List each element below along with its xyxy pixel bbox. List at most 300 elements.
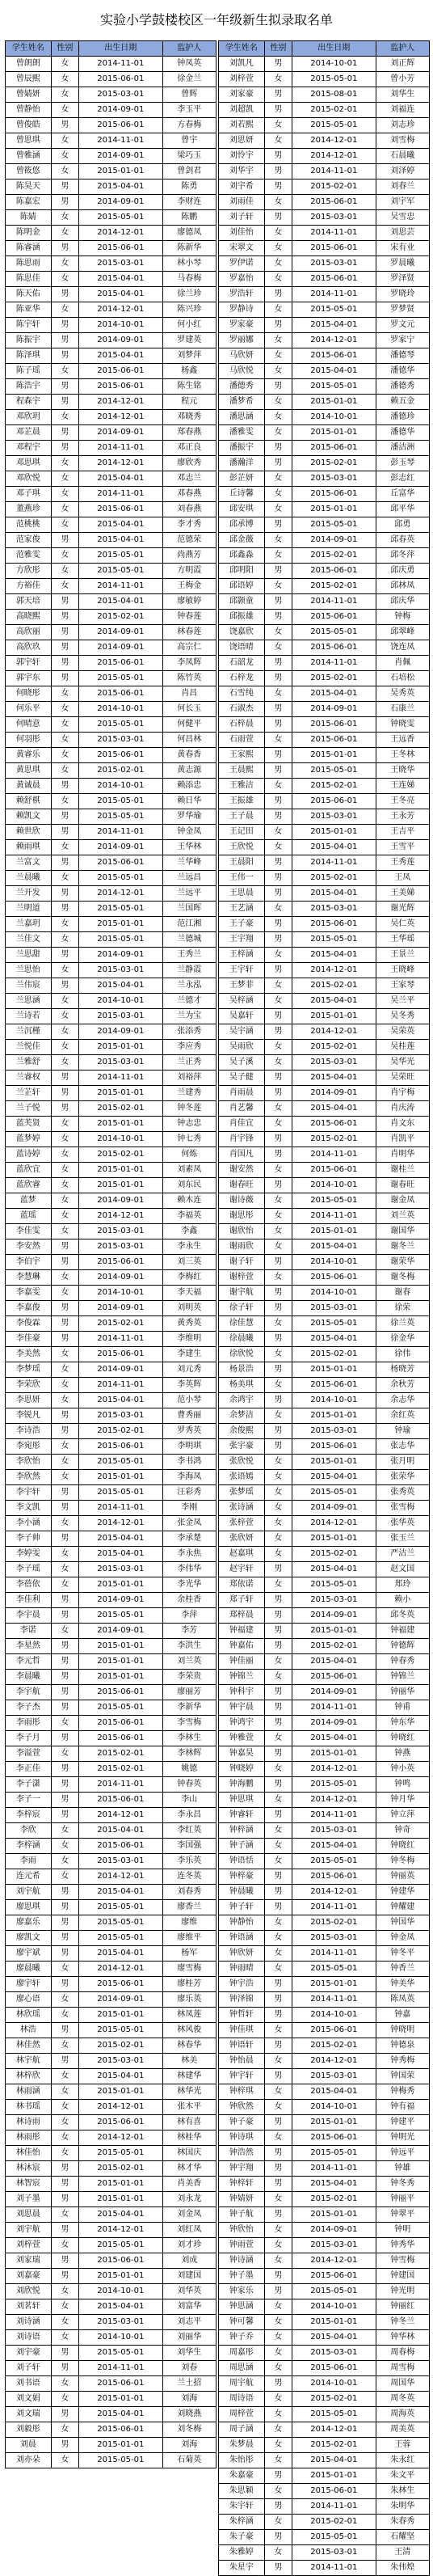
cell-birthdate: 2015-02-01 — [292, 2438, 376, 2453]
cell-birthdate: 2015-04-01 — [79, 978, 162, 994]
cell-birthdate: 2015-02-01 — [292, 2515, 376, 2530]
cell-guardian: 赖小 — [376, 1593, 430, 1608]
cell-name: 余梦洁 — [219, 1408, 265, 1424]
cell-birthdate: 2015-03-01 — [79, 2054, 162, 2069]
cell-birthdate: 2015-05-01 — [292, 763, 376, 779]
cell-birthdate: 2015-05-01 — [79, 871, 162, 886]
cell-name: 罗静诗 — [219, 302, 265, 318]
cell-gender: 男 — [51, 1485, 78, 1501]
table-row — [219, 210, 430, 226]
cell-gender: 女 — [51, 1547, 78, 1562]
cell-gender: 男 — [264, 2069, 292, 2084]
cell-guardian: 李芳 — [162, 1624, 216, 1639]
cell-birthdate: 2014-11-01 — [292, 2499, 376, 2515]
cell-guardian: 周春梅 — [376, 2346, 430, 2361]
cell-birthdate: 2015-01-01 — [292, 2468, 376, 2484]
cell-name: 李婷雯 — [6, 1547, 52, 1562]
cell-guardian: 刘福连 — [376, 103, 430, 118]
cell-name: 兰富文 — [6, 855, 52, 871]
cell-birthdate: 2014-09-01 — [79, 625, 162, 640]
table-row — [6, 1270, 216, 1286]
cell-gender: 男 — [51, 1301, 78, 1316]
cell-birthdate: 2015-02-01 — [79, 610, 162, 625]
table-row — [219, 2499, 430, 2515]
cell-name: 李宇轩 — [6, 1485, 52, 1501]
cell-name: 刘思晨 — [6, 2207, 52, 2223]
cell-name: 林雨彤 — [6, 2130, 52, 2146]
cell-guardian: 刘丽华 — [162, 2330, 216, 2346]
cell-gender: 女 — [51, 2392, 78, 2407]
cell-gender: 女 — [51, 2453, 78, 2468]
cell-birthdate: 2015-05-01 — [292, 379, 376, 395]
cell-name: 吴雨欣 — [219, 1040, 265, 1055]
table-row — [219, 1117, 430, 1132]
cell-birthdate: 2014-10-01 — [292, 2008, 376, 2023]
cell-gender: 女 — [264, 2515, 292, 2530]
cell-name: 周思涵 — [219, 2361, 265, 2376]
cell-birthdate: 2015-06-01 — [292, 794, 376, 809]
table-row — [219, 379, 430, 395]
cell-guardian: 谢冬兰 — [376, 1239, 430, 1255]
cell-birthdate: 2015-04-01 — [79, 1547, 162, 1562]
cell-gender: 女 — [51, 272, 78, 287]
table-row — [6, 318, 216, 333]
cell-gender: 女 — [51, 702, 78, 717]
cell-gender: 男 — [51, 2161, 78, 2177]
cell-gender: 男 — [51, 1316, 78, 1332]
cell-birthdate: 2014-09-01 — [292, 702, 376, 717]
cell-birthdate: 2015-05-01 — [79, 548, 162, 564]
cell-name: 刘梓萱 — [219, 72, 265, 87]
cell-birthdate: 2014-11-01 — [292, 1900, 376, 1915]
table-row — [219, 1332, 430, 1347]
table-row — [219, 748, 430, 763]
table-row — [6, 1455, 216, 1470]
cell-name: 刘亦朵 — [6, 2453, 52, 2468]
cell-guardian: 李鑫 — [162, 1224, 216, 1239]
cell-name: 郑子轩 — [219, 1593, 265, 1608]
cell-birthdate: 2015-02-01 — [292, 1347, 376, 1362]
table-row — [6, 1209, 216, 1224]
cell-name: 林浩 — [6, 2023, 52, 2038]
table-row — [6, 1516, 216, 1531]
cell-birthdate: 2014-09-01 — [292, 533, 376, 548]
table-row — [219, 179, 430, 195]
cell-gender: 男 — [264, 87, 292, 103]
cell-gender: 男 — [51, 610, 78, 625]
cell-guardian: 朱春秀 — [376, 2515, 430, 2530]
cell-birthdate: 2014-10-01 — [79, 779, 162, 794]
cell-guardian: 王华林 — [162, 840, 216, 855]
cell-birthdate: 2014-12-01 — [79, 1869, 162, 1885]
table-row — [6, 994, 216, 1009]
cell-guardian: 赖添忠 — [162, 779, 216, 794]
table-row — [6, 1224, 216, 1239]
cell-gender: 男 — [51, 1332, 78, 1347]
header-birthdate: 出生日期 — [79, 41, 162, 57]
table-row — [6, 1408, 216, 1424]
cell-birthdate: 2015-05-01 — [292, 1777, 376, 1793]
cell-guardian: 王家琴 — [376, 978, 430, 994]
cell-birthdate: 2015-03-01 — [292, 1301, 376, 1316]
cell-name: 钟福建 — [219, 1624, 265, 1639]
cell-name: 刘文瑞 — [6, 2407, 52, 2422]
cell-name: 李蓓依 — [6, 1577, 52, 1593]
cell-birthdate: 2015-04-01 — [79, 471, 162, 487]
cell-gender: 女 — [264, 2192, 292, 2207]
cell-birthdate: 2015-06-01 — [79, 2422, 162, 2438]
table-row — [219, 2422, 430, 2438]
cell-birthdate: 2015-06-01 — [292, 640, 376, 656]
cell-birthdate: 2015-03-01 — [79, 1562, 162, 1577]
cell-name: 余俊熙 — [219, 1424, 265, 1439]
cell-guardian: 兰土招 — [162, 2376, 216, 2392]
cell-guardian: 王永芳 — [376, 809, 430, 825]
cell-birthdate: 2015-06-01 — [292, 487, 376, 502]
table-row — [219, 1362, 430, 1378]
table-row — [6, 1700, 216, 1716]
cell-gender: 女 — [51, 2330, 78, 2346]
cell-guardian: 邱勇 — [376, 517, 430, 533]
cell-name: 兰嘉玥 — [6, 917, 52, 932]
cell-birthdate: 2015-06-01 — [292, 348, 376, 364]
cell-birthdate: 2015-04-01 — [292, 948, 376, 963]
cell-guardian: 徐荣 — [376, 1301, 430, 1316]
cell-gender: 女 — [51, 1209, 78, 1224]
cell-name: 李子月 — [6, 1731, 52, 1746]
cell-gender: 女 — [51, 1455, 78, 1470]
cell-gender: 女 — [264, 1501, 292, 1516]
table-row — [6, 1869, 216, 1885]
cell-guardian: 罗家宁 — [376, 333, 430, 348]
table-row — [219, 1946, 430, 1962]
cell-name: 徐佳慧 — [219, 1316, 265, 1332]
cell-gender: 女 — [51, 1347, 78, 1362]
table-row — [6, 794, 216, 809]
table-row — [6, 2038, 216, 2054]
cell-name: 吴嘉轩 — [219, 1009, 265, 1024]
cell-guardian: 范小琴 — [162, 1393, 216, 1408]
cell-guardian: 廖丽芳 — [162, 1685, 216, 1700]
cell-guardian: 刘明英 — [162, 1301, 216, 1316]
cell-name: 钟语轩 — [219, 2038, 265, 2054]
table-row — [219, 1716, 430, 1731]
cell-birthdate: 2014-12-01 — [79, 2223, 162, 2238]
cell-birthdate: 2014-11-01 — [79, 1071, 162, 1086]
cell-guardian: 钟志忠 — [162, 1117, 216, 1132]
cell-gender: 男 — [264, 210, 292, 226]
cell-birthdate: 2015-02-01 — [292, 179, 376, 195]
cell-name: 饶语晴 — [219, 640, 265, 656]
cell-name: 张欣妍 — [219, 1531, 265, 1547]
cell-name: 李子帅 — [6, 1531, 52, 1547]
cell-name: 彭芷妍 — [219, 471, 265, 487]
cell-birthdate: 2015-05-01 — [79, 564, 162, 579]
table-row — [6, 425, 216, 441]
cell-gender: 女 — [264, 2238, 292, 2253]
table-row — [219, 410, 430, 425]
cell-gender: 男 — [264, 1639, 292, 1654]
table-row — [6, 1577, 216, 1593]
cell-gender: 女 — [51, 794, 78, 809]
cell-gender: 女 — [51, 548, 78, 564]
cell-guardian: 陈新华 — [162, 241, 216, 256]
cell-name: 刘宇希 — [219, 179, 265, 195]
cell-guardian: 钟雪梅 — [376, 2253, 430, 2269]
cell-name: 李宇晨 — [6, 1608, 52, 1624]
table-row — [219, 2346, 430, 2361]
cell-birthdate: 2014-12-01 — [292, 2054, 376, 2069]
table-row — [6, 1178, 216, 1193]
cell-guardian: 钟春秀 — [376, 1654, 430, 1670]
cell-name: 曾辰熙 — [6, 72, 52, 87]
cell-birthdate: 2015-01-01 — [292, 1977, 376, 1992]
table-row — [6, 2115, 216, 2130]
cell-name: 曾筱悠 — [6, 164, 52, 179]
cell-name: 王雅洁 — [219, 779, 265, 794]
cell-guardian: 邓志兰 — [162, 471, 216, 487]
cell-birthdate: 2015-04-01 — [79, 287, 162, 302]
cell-birthdate: 2014-10-01 — [79, 318, 162, 333]
cell-gender: 女 — [51, 994, 78, 1009]
cell-birthdate: 2014-12-01 — [292, 333, 376, 348]
cell-gender: 女 — [264, 502, 292, 517]
cell-guardian: 邱林凤 — [376, 579, 430, 594]
table-row — [6, 1332, 216, 1347]
table-row — [6, 2223, 216, 2238]
table-row — [6, 1746, 216, 1762]
cell-gender: 男 — [51, 348, 78, 364]
cell-name: 廖心语 — [6, 1992, 52, 2008]
table-row — [219, 318, 430, 333]
cell-gender: 男 — [264, 2499, 292, 2515]
cell-gender: 男 — [51, 902, 78, 917]
cell-name: 王梦菲 — [219, 978, 265, 994]
cell-name: 李晨曦 — [6, 1670, 52, 1685]
cell-birthdate: 2014-10-01 — [292, 2376, 376, 2392]
cell-birthdate: 2015-04-01 — [292, 1731, 376, 1746]
table-row — [6, 1055, 216, 1071]
table-row — [6, 471, 216, 487]
cell-gender: 女 — [264, 978, 292, 994]
cell-birthdate: 2015-06-01 — [79, 855, 162, 871]
table-row — [6, 2054, 216, 2069]
cell-birthdate: 2015-01-01 — [292, 1624, 376, 1639]
cell-birthdate: 2015-06-01 — [292, 2130, 376, 2146]
cell-gender: 男 — [264, 763, 292, 779]
table-row — [219, 1040, 430, 1055]
table-row — [219, 1869, 430, 1885]
table-row — [219, 1455, 430, 1470]
cell-name: 李梦瑶 — [6, 1362, 52, 1378]
table-row — [6, 625, 216, 640]
cell-gender: 女 — [264, 1055, 292, 1071]
table-row — [219, 87, 430, 103]
cell-birthdate: 2015-03-01 — [292, 2545, 376, 2561]
cell-name: 陈婧 — [6, 210, 52, 226]
cell-gender: 男 — [264, 1424, 292, 1439]
cell-name: 刘家豪 — [219, 87, 265, 103]
table-row — [219, 287, 430, 302]
cell-birthdate: 2015-06-01 — [79, 1439, 162, 1455]
table-row — [219, 1516, 430, 1531]
table-row — [219, 1793, 430, 1808]
table-row — [219, 456, 430, 471]
cell-gender: 女 — [264, 333, 292, 348]
cell-name: 曾思琪 — [6, 133, 52, 149]
cell-gender: 女 — [51, 871, 78, 886]
cell-gender: 男 — [264, 57, 292, 72]
cell-name: 周嘉彤 — [219, 2346, 265, 2361]
cell-birthdate: 2015-05-01 — [79, 210, 162, 226]
table-row — [6, 1086, 216, 1101]
cell-guardian: 宋有业 — [376, 241, 430, 256]
cell-birthdate: 2015-01-01 — [79, 2008, 162, 2023]
cell-birthdate: 2014-10-01 — [292, 1286, 376, 1301]
cell-birthdate: 2015-03-01 — [292, 256, 376, 272]
cell-birthdate: 2015-04-01 — [79, 2299, 162, 2315]
cell-guardian: 何炼 — [162, 1147, 216, 1163]
cell-name: 王振雄 — [219, 794, 265, 809]
cell-birthdate: 2015-05-01 — [79, 902, 162, 917]
table-row — [6, 1562, 216, 1577]
cell-name: 张宇豪 — [219, 1439, 265, 1455]
cell-name: 钟宇轩 — [219, 2069, 265, 2084]
table-row — [219, 1562, 430, 1577]
cell-birthdate: 2015-06-01 — [79, 1716, 162, 1731]
cell-name: 钟宇浩 — [219, 1977, 265, 1992]
cell-guardian: 钟丽英 — [376, 1869, 430, 1885]
cell-gender: 女 — [264, 2407, 292, 2422]
cell-gender: 男 — [51, 2223, 78, 2238]
cell-gender: 男 — [264, 1808, 292, 1823]
cell-name: 李文凯 — [6, 1501, 52, 1516]
table-row — [6, 1639, 216, 1654]
cell-name: 钟欣妍 — [219, 1946, 265, 1962]
table-row — [219, 1408, 430, 1424]
table-row — [219, 1992, 430, 2008]
cell-birthdate: 2014-12-01 — [292, 1516, 376, 1531]
cell-birthdate: 2015-05-01 — [292, 517, 376, 533]
table-row — [6, 379, 216, 395]
cell-birthdate: 2015-02-01 — [79, 1424, 162, 1439]
cell-birthdate: 2014-11-01 — [79, 441, 162, 456]
cell-guardian: 钟丽华 — [376, 1685, 430, 1700]
cell-guardian: 钟嘉 — [376, 2008, 430, 2023]
cell-name: 赵嘉琪 — [219, 1547, 265, 1562]
cell-gender: 女 — [264, 195, 292, 210]
cell-guardian: 钟冬秀 — [376, 2177, 430, 2192]
cell-gender: 女 — [51, 1040, 78, 1055]
table-row — [219, 2376, 430, 2392]
table-row — [219, 103, 430, 118]
cell-birthdate: 2014-10-01 — [79, 702, 162, 717]
cell-guardian: 王冬林 — [376, 748, 430, 763]
cell-birthdate: 2014-09-01 — [79, 1593, 162, 1608]
cell-gender: 女 — [51, 840, 78, 855]
cell-birthdate: 2014-12-01 — [292, 2253, 376, 2269]
cell-gender: 女 — [264, 1854, 292, 1869]
cell-name: 饶嘉欣 — [219, 625, 265, 640]
cell-name: 李伯宇 — [6, 1255, 52, 1270]
cell-guardian: 姚德 — [162, 1762, 216, 1777]
cell-guardian: 廖桂芳 — [162, 1977, 216, 1992]
cell-name: 董燕珍 — [6, 502, 52, 517]
cell-gender: 男 — [264, 1992, 292, 2008]
cell-gender: 女 — [51, 2207, 78, 2223]
cell-name: 李子一 — [6, 1793, 52, 1808]
cell-gender: 女 — [51, 564, 78, 579]
cell-gender: 女 — [51, 1009, 78, 1024]
cell-gender: 女 — [264, 1793, 292, 1808]
cell-birthdate: 2014-11-01 — [292, 164, 376, 179]
cell-guardian: 李林生 — [162, 1731, 216, 1746]
cell-birthdate: 2015-06-01 — [79, 1793, 162, 1808]
cell-birthdate: 2014-10-01 — [79, 994, 162, 1009]
table-row — [6, 717, 216, 733]
table-row — [6, 118, 216, 133]
cell-birthdate: 2015-05-01 — [292, 2284, 376, 2299]
cell-gender: 女 — [51, 717, 78, 733]
table-row — [6, 2453, 216, 2468]
cell-gender: 女 — [51, 1962, 78, 1977]
cell-gender: 男 — [264, 287, 292, 302]
cell-birthdate: 2015-03-01 — [79, 1408, 162, 1424]
cell-birthdate: 2015-05-01 — [79, 1931, 162, 1946]
cell-name: 刘雨佳 — [219, 195, 265, 210]
cell-name: 蓝芙贤 — [6, 1117, 52, 1132]
cell-birthdate: 2015-01-01 — [292, 1455, 376, 1470]
table-row — [219, 871, 430, 886]
cell-guardian: 刘春秀 — [162, 1885, 216, 1900]
table-row — [219, 2038, 430, 2054]
cell-birthdate: 2015-05-01 — [79, 809, 162, 825]
cell-gender: 女 — [51, 1224, 78, 1239]
cell-gender: 女 — [51, 1024, 78, 1040]
table-row — [219, 2361, 430, 2376]
cell-guardian: 吴冬秀 — [376, 1009, 430, 1024]
cell-birthdate: 2015-06-01 — [79, 1731, 162, 1746]
cell-gender: 男 — [264, 441, 292, 456]
cell-name: 李安然 — [6, 1239, 52, 1255]
cell-gender: 男 — [264, 855, 292, 871]
table-row — [219, 548, 430, 564]
cell-name: 刘凯凡 — [219, 57, 265, 72]
cell-gender: 女 — [264, 1654, 292, 1670]
cell-name: 刘欣悦 — [6, 2284, 52, 2299]
table-row — [6, 1531, 216, 1547]
cell-name: 罗嘉怡 — [219, 272, 265, 287]
cell-birthdate: 2015-03-01 — [292, 1424, 376, 1439]
cell-birthdate: 2015-06-01 — [292, 195, 376, 210]
table-row — [6, 809, 216, 825]
table-row — [6, 1147, 216, 1163]
cell-gender: 男 — [51, 948, 78, 963]
cell-guardian: 刘志珍 — [376, 118, 430, 133]
cell-name: 林诗雨 — [6, 2115, 52, 2130]
cell-guardian: 余志华 — [376, 1393, 430, 1408]
table-row — [6, 2100, 216, 2115]
cell-gender: 女 — [264, 1516, 292, 1531]
cell-birthdate: 2015-01-01 — [79, 1117, 162, 1132]
cell-name: 刘家瑞 — [6, 2253, 52, 2269]
table-row — [219, 733, 430, 748]
cell-guardian: 谢桂兰 — [376, 1163, 430, 1178]
table-row — [219, 57, 430, 72]
table-row — [6, 517, 216, 533]
cell-gender: 女 — [51, 2038, 78, 2054]
cell-birthdate: 2014-12-01 — [292, 133, 376, 149]
